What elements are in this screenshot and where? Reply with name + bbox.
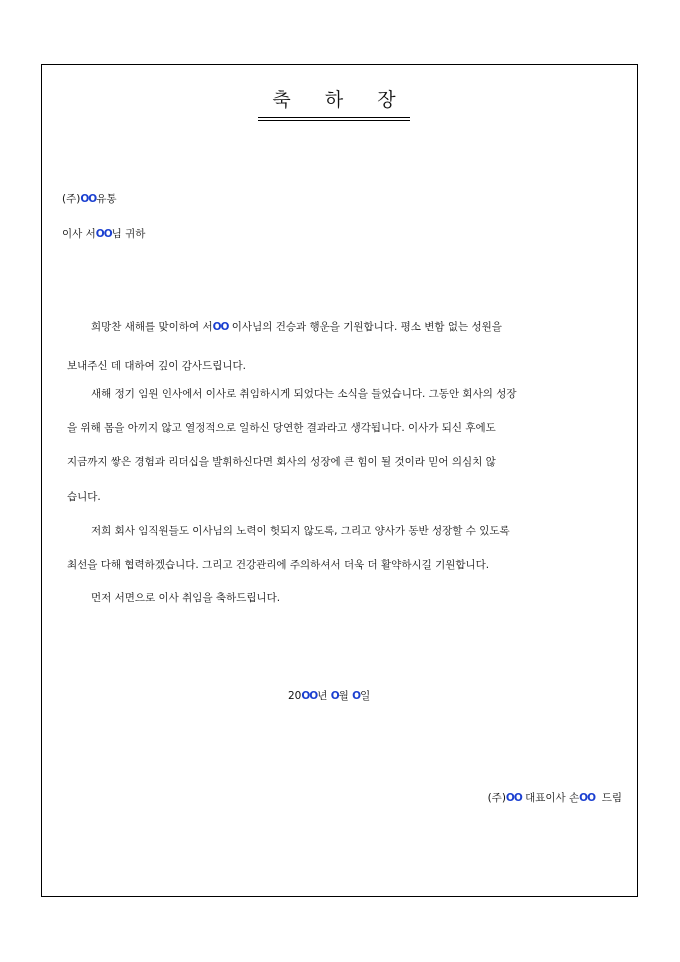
body-line: 을 위해 몸을 아끼지 않고 열정적으로 일하신 당연한 결과라고 생각됩니다. 이사가 되신 후에도	[67, 422, 496, 434]
title-double-underline	[258, 117, 410, 121]
body-line: 새해 정기 임원 인사에서 이사로 취임하시게 되었다는 소식을 들었습니다. 그동안 회사의 성장	[91, 388, 517, 400]
body-line: 보내주신 데 대하여 깊이 감사드립니다.	[67, 360, 246, 372]
document-title: 축 하 장	[272, 89, 410, 111]
date-line: 20OO년 O월 O일	[288, 690, 371, 702]
letter-body	[67, 320, 612, 620]
recipient-company: (주)OO유통	[62, 193, 117, 205]
title-block	[258, 88, 410, 121]
sender-signature: (주)OO 대표이사 손OO 드림	[487, 792, 622, 804]
body-line: 지금까지 쌓은 경험과 리더십을 발휘하신다면 회사의 성장에 큰 힘이 될 것이라 믿어 의심치 않	[67, 456, 496, 468]
body-line: 희망찬 새해를 맞이하여 서OO 이사님의 건승과 행운을 기원합니다. 평소 변함 없는 성원을	[91, 321, 502, 333]
body-line: 먼저 서면으로 이사 취임을 축하드립니다.	[91, 592, 281, 604]
body-line: 습니다.	[67, 491, 101, 503]
body-line: 최선을 다해 협력하겠습니다. 그리고 건강관리에 주의하셔서 더욱 더 활약하시길 기원합니다.	[67, 559, 490, 571]
body-line: 저희 회사 임직원들도 이사님의 노력이 헛되지 않도록, 그리고 양사가 동반 성장할 수 있도록	[91, 525, 510, 537]
recipient-person: 이사 서OO님 귀하	[62, 228, 146, 240]
